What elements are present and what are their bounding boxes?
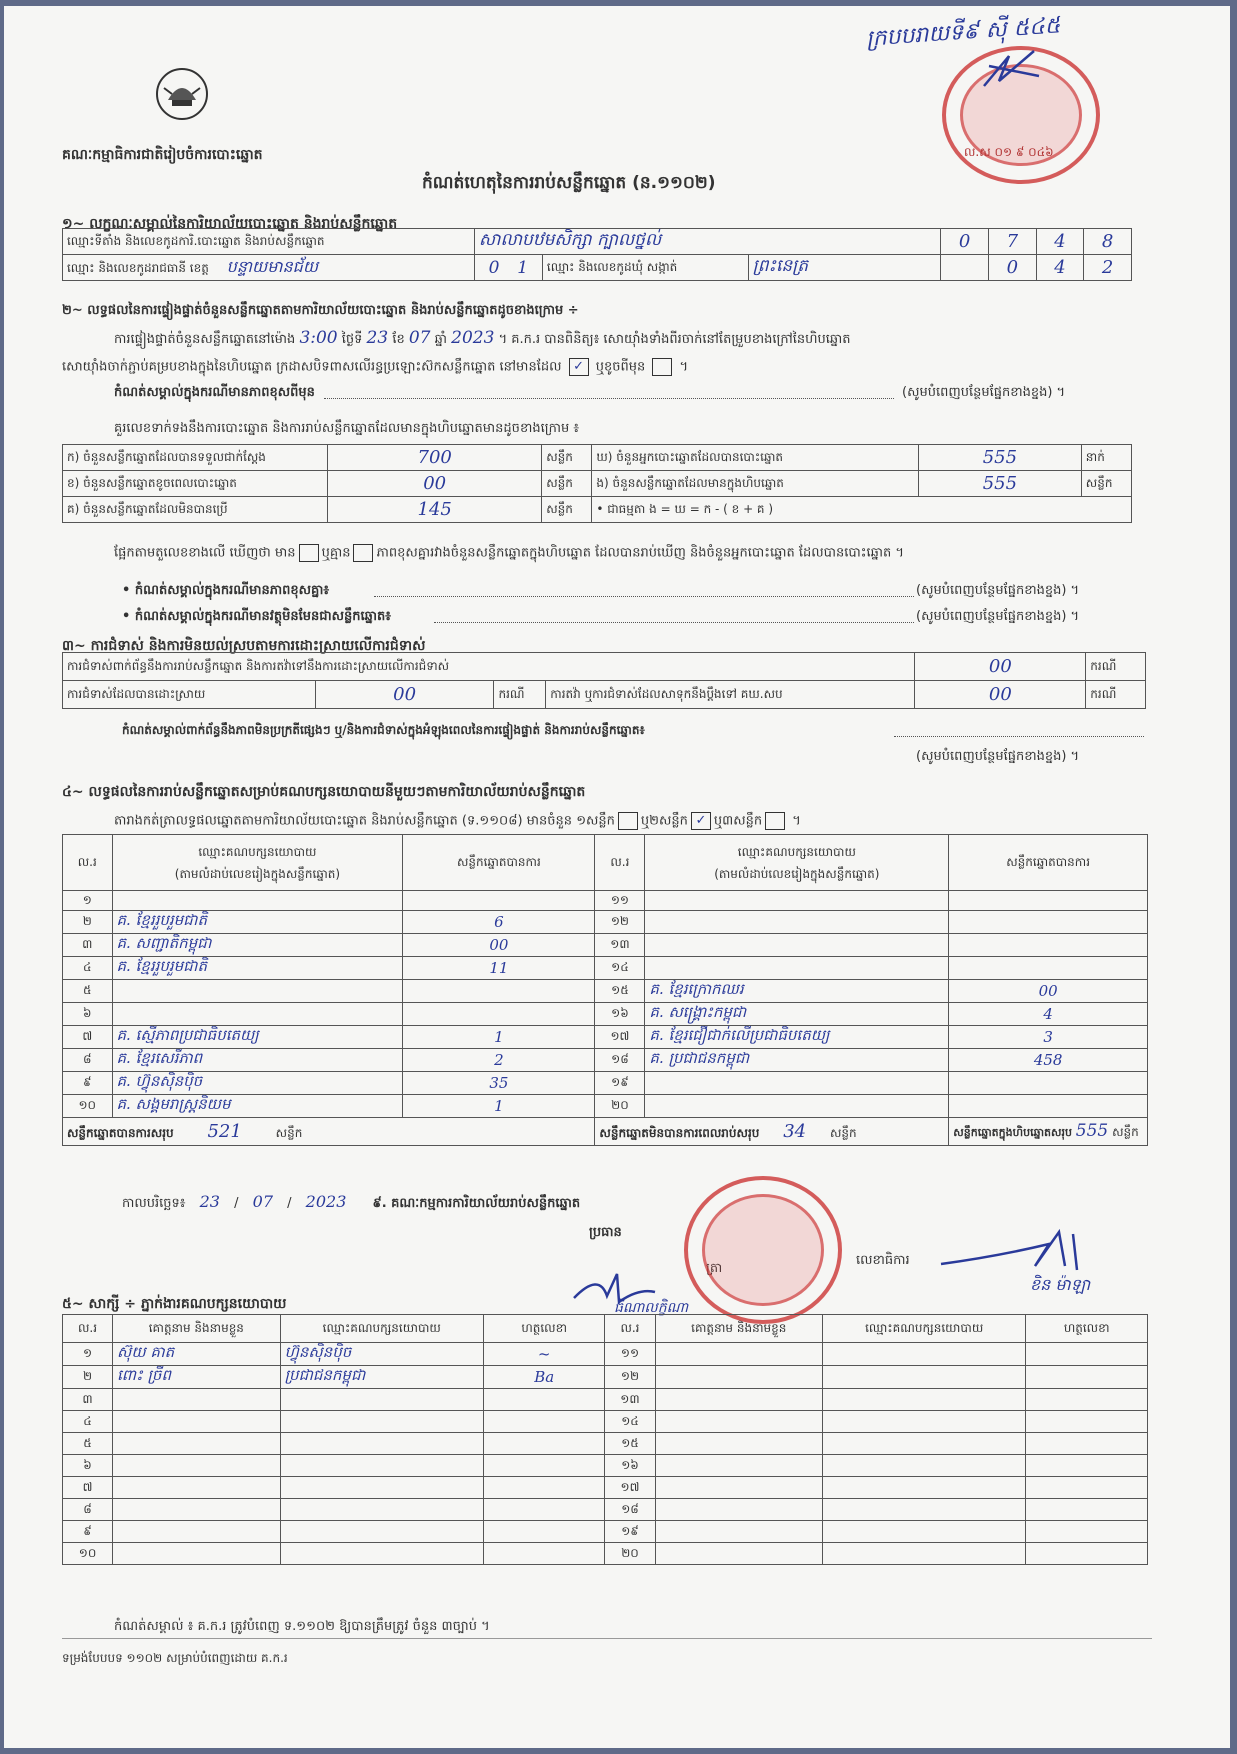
row-no: ៤ — [83, 960, 92, 974]
signature-top — [979, 46, 1049, 96]
row-no: ១៧ — [620, 1479, 640, 1494]
count-value: 700 — [417, 447, 452, 468]
section1-row1-label: ឈ្មោះទីតាំង និងលេខកូដការិ.បោះឆ្នោត និងរាប់សន្លឹកឆ្នោត — [63, 229, 475, 255]
station-code-digit: 7 — [1006, 231, 1019, 252]
seal-status-line: សោយ៉ាំងចាក់ភ្ជាប់គម្របខាងក្នុងនៃហិបឆ្នោត ក្រដាសបិទពាសលើរន្ធប្រឡោះស៊កសន្លឹកឆ្នោត នៅមានដែល ✓ ឬខូចពីមុន ។ — [62, 359, 689, 375]
party-votes: 1 — [494, 1097, 504, 1115]
table-row — [63, 1499, 1148, 1521]
resolved-count: 00 — [393, 684, 417, 705]
count-unit: សន្លឹក — [1081, 471, 1131, 497]
date-month: 07 — [252, 1192, 273, 1211]
commune-name: ព្រះនេត្រ — [752, 256, 808, 276]
count-unit: នាក់ — [1081, 445, 1131, 471]
station-code-digit: 0 — [958, 231, 971, 252]
table-row — [63, 911, 1148, 934]
row-no: ១៥ — [621, 1435, 639, 1450]
commune-code-digit: 0 — [1006, 257, 1019, 278]
total-invalid-cell: សន្លឹកឆ្នោតមិនបានការពេលរាប់សរុប 34 សន្លឹក — [595, 1118, 949, 1146]
section5-heading: ៥~ សាក្សី ÷ ភ្នាក់ងារគណបក្សនយោបាយ — [62, 1296, 287, 1312]
col-no: ល.រ — [605, 1315, 655, 1343]
row-no: ១០ — [78, 1545, 97, 1560]
table-row — [63, 934, 1148, 957]
party-name: គ. ខ្មែរសេរីភាព — [116, 1049, 203, 1067]
row-no: ២ — [82, 1369, 93, 1383]
handwritten-reference: ក្របបរាយទី៩ ស៊ី ៥៤៥ — [865, 13, 1062, 52]
dotted-line — [324, 398, 894, 399]
col-name: គោត្តនាម និងនាមខ្លួន — [655, 1315, 823, 1343]
col-sign: ហត្ថលេខា — [483, 1315, 605, 1343]
table-row — [63, 1455, 1148, 1477]
row-no: ៨ — [83, 1052, 92, 1066]
province-name: បន្ទាយមានជ័យ — [226, 256, 319, 276]
table-row — [63, 1411, 1148, 1433]
row-no: ១៨ — [611, 1052, 629, 1066]
formula-note: • ជាធម្មតា ង = ឃ = ក - ( ខ + គ ) — [592, 497, 1132, 523]
total-valid-value: 521 — [207, 1120, 242, 1142]
count-label: គ) ចំនួនសន្លឹកឆ្នោតដែលមិនបានប្រើ — [63, 497, 328, 523]
party-name: គ. ខ្មែររួបរួមជាតិ — [116, 957, 207, 975]
polling-station-name: សាលាបឋមសិក្សា ក្បាលថ្នល់ — [478, 230, 662, 250]
row-no: ៧ — [82, 1479, 93, 1494]
compare-line: ផ្អែកតាមតួលេខខាងលើ ឃើញថា មាន ឬគ្មាន ភាពខុសគ្នារវាងចំនួនសន្លឹកឆ្នោតក្នុងហិបឆ្នោត ដែលបានរាប់ឃើញ និងចំនួនអ្នកបោះឆ្នោត ដែលបានបោះឆ្នោត ។ — [114, 545, 904, 561]
col-votes: សន្លឹកឆ្នោតបានការ — [949, 835, 1148, 891]
row-no: ៨ — [83, 1501, 92, 1516]
count-label: ង) ចំនួនសន្លឹកឆ្នោតដែលមានក្នុងហិបឆ្នោត — [592, 471, 919, 497]
commune-code-digit: 4 — [1054, 257, 1066, 278]
row-no: ២០ — [611, 1098, 629, 1112]
party-votes: 35 — [489, 1074, 509, 1092]
divider — [62, 1638, 1152, 1639]
section4-intro: តារាងកត់ត្រាលទ្ធផលឆ្នោតតាមការិយាល័យបោះឆ្នោត និងរាប់សន្លឹកឆ្នោត (ទ.១១០៨) មានចំនួន ១សន្លឹក ឬ២សន្លឹក ✓ ឬ៣សន្លឹក ។ — [114, 813, 801, 829]
objection-table — [62, 652, 1146, 709]
appeal-unit: ករណី — [1086, 681, 1146, 709]
damaged-checkbox[interactable] — [652, 358, 672, 376]
row-no: ១៨ — [621, 1501, 639, 1516]
fill-hint: (សូមបំពេញបន្ថែមផ្នែកខាងខ្នង) ។ — [916, 583, 1080, 598]
red-seal-bottom — [684, 1176, 842, 1324]
page-title: កំណត់ហេតុនៃការរាប់សន្លឹកឆ្នោត (ន.១១០២) — [422, 173, 716, 193]
count-unit: សន្លឹក — [542, 497, 592, 523]
row-no: ១៤ — [611, 960, 629, 974]
col-sign: ហត្ថលេខា — [1026, 1315, 1148, 1343]
party-votes: 458 — [1033, 1051, 1063, 1069]
party-votes: 1 — [494, 1028, 504, 1046]
row-no: ១ — [82, 1346, 93, 1360]
difference-note-label: កំណត់សម្គាល់ក្នុងករណីមានភាពខុសពីមុន — [114, 385, 315, 400]
fill-hint: (សូមបំពេញបន្ថែមផ្នែកខាងខ្នង) ។ — [902, 385, 1066, 400]
two-sheet-checkbox[interactable]: ✓ — [691, 812, 711, 830]
table-row — [63, 1095, 1148, 1118]
intact-checkbox[interactable]: ✓ — [569, 358, 589, 376]
date-line: កាលបរិច្ឆេទ៖ 23 / 07 / 2023 ៩. គណៈកម្មការការិយាល័យរាប់សន្លឹកឆ្នោត — [122, 1192, 581, 1211]
chair-name: ធីណាលក្ខិណា — [614, 1300, 689, 1316]
party-votes: 3 — [1043, 1028, 1053, 1046]
verification-day: 23 — [366, 328, 389, 348]
dotted-line — [434, 622, 914, 623]
table-row — [63, 1521, 1148, 1543]
section3-heading: ៣~ ការជំទាស់ និងការមិនយល់ស្របតាមការដោះស្រាយលើការជំទាស់ — [62, 638, 426, 654]
total-box-cell: សន្លឹកឆ្នោតក្នុងហិបឆ្នោតសរុប 555 សន្លឹក — [949, 1118, 1148, 1146]
party-name: គ. ខ្មែរជឿជាក់លើប្រជាធិបតេយ្យ — [649, 1026, 830, 1044]
dotted-line — [894, 736, 1144, 737]
party-name: គ. ស្មើភាពប្រជាធិបតេយ្យ — [116, 1026, 259, 1044]
row-no: ១១ — [620, 1346, 640, 1360]
row-no: ៧ — [82, 1029, 93, 1043]
one-sheet-checkbox[interactable] — [618, 812, 638, 830]
commune-label: ឈ្មោះ និងលេខកូដឃុំ សង្កាត់ — [542, 255, 748, 281]
row-no: ៥ — [83, 1435, 92, 1450]
row-no: ១០ — [78, 1098, 97, 1112]
secretary-signature — [939, 1226, 1099, 1276]
row-no: ៩ — [83, 1523, 92, 1538]
party-votes: 11 — [489, 959, 509, 977]
row-no: ៩ — [83, 1075, 92, 1089]
footer-note: កំណត់សម្គាល់ ៖ គ.ក.រ ត្រូវបំពេញ ទ.១១០២ ឱ្យបានត្រឹមត្រូវ ចំនួន ៣ច្បាប់ ។ — [114, 1619, 490, 1634]
party-results-table — [62, 834, 1148, 1146]
date-year: 2023 — [305, 1192, 347, 1211]
table-row — [63, 1366, 1148, 1389]
row-no: ១៥ — [611, 983, 629, 997]
total-invalid-value: 34 — [783, 1120, 807, 1142]
count-label: ក) ចំនួនសន្លឹកឆ្នោតដែលបានទទួលជាក់ស្តែង — [63, 445, 328, 471]
count-label: ឃ) ចំនួនអ្នកបោះឆ្នោតដែលបានបោះឆ្នោត — [592, 445, 919, 471]
col-party: ឈ្មោះគណបក្សនយោបាយ (តាមលំដាប់លេខរៀងក្នុងសន្លឹកឆ្នោត) — [112, 835, 403, 891]
province-code-digit: 0 — [488, 257, 500, 278]
commune-code-digit: 2 — [1101, 257, 1114, 278]
count-value: 555 — [982, 473, 1018, 494]
invalid-object-note: • កំណត់សម្គាល់ក្នុងករណីមានវត្ថុមិនមែនជាសន្លឹកឆ្នោត៖ — [122, 609, 391, 624]
count-label: ខ) ចំនួនសន្លឹកឆ្នោតខូចពេលបោះឆ្នោត — [63, 471, 328, 497]
section4-heading: ៤~ លទ្ធផលនៃការរាប់សន្លឹកឆ្នោតសម្រាប់គណបក្សនយោបាយនីមួយៗតាមការិយាល័យរាប់សន្លឹកឆ្នោត — [62, 784, 586, 800]
row-no: ១៦ — [621, 1457, 639, 1472]
verification-year: 2023 — [451, 328, 495, 348]
objection-unit: ករណី — [1086, 653, 1146, 681]
col-party: ឈ្មោះគណបក្សនយោបាយ — [823, 1315, 1026, 1343]
row-no: ៥ — [83, 983, 92, 997]
has-difference-checkbox[interactable] — [299, 544, 319, 562]
witness-name: ស៊ុយ គាត — [117, 1343, 175, 1361]
total-valid-cell: សន្លឹកឆ្នោតបានការសរុប 521 សន្លឹក — [63, 1118, 595, 1146]
ballot-count-table — [62, 444, 1132, 523]
party-votes: 00 — [1038, 982, 1058, 1000]
witness-signature: ~ — [537, 1345, 551, 1363]
row-no: ១២ — [610, 914, 629, 928]
party-votes: 4 — [1043, 1005, 1053, 1023]
no-difference-checkbox[interactable] — [353, 544, 373, 562]
witness-party: ប្រជាជនកម្ពុជា — [284, 1366, 366, 1384]
col-no: ល.រ — [595, 835, 645, 891]
row-no: ១ — [82, 892, 92, 907]
witness-table — [62, 1314, 1148, 1565]
form-code-note: ទម្រង់បែបបទ ១១០២ សម្រាប់បំពេញដោយ គ.ក.រ — [62, 1651, 288, 1665]
chair-label: ប្រធាន — [589, 1225, 622, 1240]
row-no: ២០ — [621, 1545, 639, 1560]
ballot-count-form — [4, 6, 1230, 1748]
row-no: ៤ — [83, 1413, 92, 1428]
row-no: ១៤ — [621, 1413, 639, 1428]
secretary-label: លេខាធិការ — [856, 1253, 910, 1268]
section1-table — [62, 228, 1132, 281]
col-votes: សន្លឹកឆ្នោតបានការ — [403, 835, 595, 891]
row-no: ១៣ — [620, 1391, 640, 1406]
table-row — [63, 1026, 1148, 1049]
fill-hint: (សូមបំពេញបន្ថែមផ្នែកខាងខ្នង) ។ — [916, 609, 1080, 624]
date-day: 23 — [199, 1192, 220, 1211]
party-name: គ. សង្គ្រោះកម្ពុជា — [649, 1003, 747, 1021]
count-unit: សន្លឹក — [542, 471, 592, 497]
table-row — [63, 1389, 1148, 1411]
row-no: ១៦ — [611, 1006, 629, 1020]
table-row — [63, 1049, 1148, 1072]
appeal-count: 00 — [988, 684, 1012, 705]
col-no: ល.រ — [63, 1315, 113, 1343]
table-row — [63, 891, 1148, 911]
witness-signature: Ba — [534, 1368, 555, 1386]
party-name: គ. ខ្មែររួបរួមជាតិ — [116, 911, 207, 929]
count-value: 555 — [982, 447, 1018, 468]
section2-heading: ២~ លទ្ធផលនៃការផ្ទៀងផ្ទាត់ចំនួនសន្លឹកឆ្នោតតាមការិយាល័យបោះឆ្នោត និងរាប់សន្លឹកឆ្នោតដូចខាងក្រោម ÷ — [62, 303, 579, 318]
irregularity-note: កំណត់សម្គាល់ពាក់ព័ន្ធនឹងភាពមិនប្រក្រតីផ្សេងៗ ឬ/និងការជំទាស់ក្នុងអំឡុងពេលនៃការផ្ទៀងផ្ទាត់ និងការរាប់សន្លឹកឆ្នោត៖ — [122, 723, 645, 737]
party-votes: 2 — [494, 1051, 504, 1069]
appeal-label: ការតវ៉ា ឬការជំទាស់ដែលសាទុកនឹងប្តឹងទៅ គឃ.សប — [546, 681, 915, 709]
row-no: ៦ — [83, 1006, 92, 1020]
dotted-line — [374, 596, 914, 597]
table-row — [63, 1343, 1148, 1366]
secretary-name: ខិន ម៉ាឡា — [1030, 1275, 1091, 1294]
station-code-digit: 8 — [1101, 231, 1114, 252]
row-no: ១៧ — [610, 1029, 630, 1043]
row-no: ១៩ — [621, 1523, 639, 1538]
row-no: ១៩ — [611, 1075, 629, 1089]
verification-time: 3:00 — [299, 328, 338, 348]
count-value: 145 — [417, 499, 452, 520]
party-name: គ. សញ្ជាតិកម្ពុជា — [116, 934, 212, 952]
total-box-value: 555 — [1075, 1121, 1109, 1141]
col-party: ឈ្មោះគណបក្សនយោបាយ — [280, 1315, 483, 1343]
table-row — [63, 1072, 1148, 1095]
station-code-digit: 4 — [1054, 231, 1066, 252]
row-no: ៦ — [83, 1457, 92, 1472]
row-no: ១២ — [620, 1369, 640, 1383]
party-votes: 6 — [494, 913, 504, 931]
party-name: គ. ហ៊្វុនស៊ិនប៉ិច — [116, 1072, 203, 1090]
party-votes: 00 — [489, 936, 509, 954]
resolved-unit: ករណី — [494, 681, 546, 709]
table-intro: គួរលេខទាក់ទងនឹងការបោះឆ្នោត និងការរាប់សន្លឹកឆ្នោតដែលមានក្នុងហិបឆ្នោតមានដូចខាងក្រោម ៖ — [114, 421, 580, 436]
row-no: ២ — [82, 914, 92, 928]
row-no: ៣ — [82, 937, 93, 951]
seal-text: ល.ស ០១ ៩ ០៤៦ — [964, 145, 1054, 159]
row-no: ៣ — [82, 1391, 93, 1406]
verification-line: ការផ្ទៀងផ្ទាត់ចំនួនសន្លឹកឆ្នោតនៅម៉ោង 3:00 ថ្ងៃទី 23 ខែ 07 ឆ្នាំ 2023 ។ គ.ក.រ បានពិនិត្យ៖ សោយ៉ាំងទាំងពីរចាក់នៅតែម្រួបខាងក្រៅនៃហិបឆ្នោត — [114, 328, 851, 348]
province-code-digit: 1 — [517, 257, 529, 278]
party-name: គ. សង្គមរាស្ត្រនិយម — [116, 1095, 231, 1113]
resolved-label: ការជំទាស់ដែលបានដោះស្រាយ — [63, 681, 316, 709]
table-row — [63, 1433, 1148, 1455]
row-no: ១៣ — [610, 937, 630, 951]
col-no: ល.រ — [63, 835, 113, 891]
party-name: គ. ខ្មែរក្រោកឈរ — [649, 980, 744, 998]
witness-party: ហ៊្វុនស៊ិនប៉ិច — [284, 1343, 352, 1361]
objection-label: ការជំទាស់ពាក់ព័ន្ធនឹងការរាប់សន្លឹកឆ្នោត និងការតវ៉ាទៅនឹងការដោះស្រាយលើការជំទាស់ — [63, 653, 915, 681]
verification-month: 07 — [408, 328, 431, 348]
table-row — [63, 980, 1148, 1003]
section1-heading: ១~ លក្ខណៈសម្គាល់នៃការិយាល័យបោះឆ្នោត និងរាប់សន្លឹកឆ្នោត — [62, 216, 398, 232]
count-value: 00 — [423, 473, 447, 494]
section1-row2-label: ឈ្មោះ និងលេខកូដរាជធានី ខេត្ត បន្ទាយមានជ័យ — [63, 255, 475, 281]
org-name: គណៈកម្មាធិការជាតិរៀបចំការបោះឆ្នោត — [62, 147, 263, 163]
col-name: គោត្តនាម និងនាមខ្លួន — [113, 1315, 281, 1343]
col-party: ឈ្មោះគណបក្សនយោបាយ (តាមលំដាប់លេខរៀងក្នុងសន្លឹកឆ្នោត) — [645, 835, 949, 891]
table-row — [63, 1543, 1148, 1565]
witness-name: ពោះ ច្រីព — [117, 1366, 171, 1384]
table-row — [63, 1003, 1148, 1026]
party-name: គ. ប្រជាជនកម្ពុជា — [649, 1049, 750, 1067]
objection-count: 00 — [988, 656, 1012, 677]
seal-label: ត្រា — [706, 1261, 723, 1276]
emblem-icon — [154, 66, 210, 122]
count-unit: សន្លឹក — [542, 445, 592, 471]
three-sheet-checkbox[interactable] — [765, 812, 785, 830]
difference-note: • កំណត់សម្គាល់ក្នុងករណីមានភាពខុសគ្នា៖ — [122, 583, 330, 598]
table-row — [63, 1477, 1148, 1499]
table-row — [63, 957, 1148, 980]
row-no: ១១ — [610, 892, 629, 907]
fill-hint: (សូមបំពេញបន្ថែមផ្នែកខាងខ្នង) ។ — [916, 749, 1080, 764]
